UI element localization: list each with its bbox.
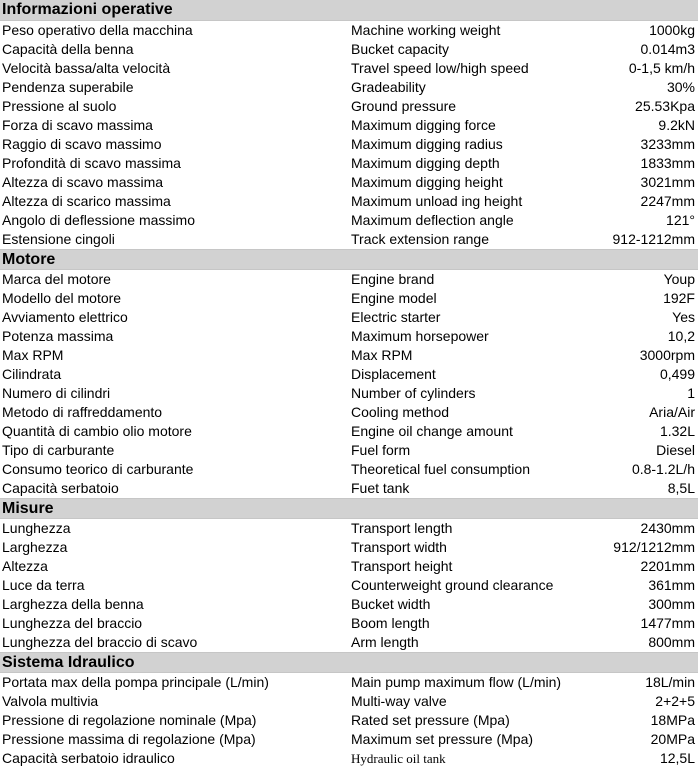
value-cell: 25.53Kpa (635, 98, 695, 114)
spec-row (0, 460, 698, 479)
spec-row (0, 270, 698, 289)
value-cell: 192F (663, 290, 695, 306)
italian-label-cell: Potenza massima (2, 328, 114, 344)
value-cell: 1833mm (640, 155, 695, 171)
value-cell: 0.8-1.2L/h (631, 461, 695, 477)
english-label-cell: Maximum horsepower (351, 328, 489, 344)
value-cell: 2247mm (640, 193, 695, 209)
english-label-cell: Track extension range (351, 231, 489, 247)
english-label-cell: Arm length (351, 634, 419, 650)
spec-row (0, 557, 698, 576)
spec-row (0, 576, 698, 595)
italian-label-cell: Capacità serbatoio idraulico (2, 750, 175, 766)
value-cell: 3021mm (640, 174, 695, 190)
value-cell: 2+2+5 (655, 693, 695, 709)
italian-label-cell: Lunghezza del braccio (2, 615, 143, 631)
value-cell: 10,2 (667, 328, 695, 344)
value-cell: Yes (672, 309, 695, 325)
value-cell: Youp (663, 271, 695, 287)
section-header: Misure (0, 498, 698, 519)
spec-row (0, 116, 698, 135)
italian-label-cell: Pressione di regolazione nominale (Mpa) (2, 712, 257, 728)
english-label-cell: Bucket capacity (351, 41, 450, 57)
italian-label-cell: Larghezza della benna (2, 596, 144, 612)
english-label-cell: Main pump maximum flow (L/min) (351, 674, 562, 690)
italian-label-cell: Tipo di carburante (2, 442, 115, 458)
spec-row (0, 403, 698, 422)
spec-row (0, 211, 698, 230)
english-label-cell: Machine working weight (351, 22, 501, 38)
italian-label-cell: Quantità di cambio olio motore (2, 423, 192, 439)
value-cell: 1.32L (659, 423, 695, 439)
spec-row (0, 78, 698, 97)
value-cell: 8,5L (667, 480, 695, 496)
value-cell: 18MPa (650, 712, 695, 728)
value-cell: 912/1212mm (613, 539, 695, 555)
italian-label-cell: Max RPM (2, 347, 64, 363)
value-cell: Aria/Air (649, 404, 695, 420)
value-cell: 300mm (648, 596, 695, 612)
english-label-cell: Maximum unload ing height (351, 193, 523, 209)
section-header: Motore (0, 249, 698, 270)
value-cell: 1 (687, 385, 695, 401)
english-label-cell: Max RPM (351, 347, 413, 363)
italian-label-cell: Lunghezza del braccio di scavo (2, 634, 198, 650)
spec-row (0, 40, 698, 59)
italian-label-cell: Forza di scavo massima (2, 117, 153, 133)
spec-row (0, 538, 698, 557)
english-label-cell: Transport height (351, 558, 453, 574)
italian-label-cell: Metodo di raffreddamento (2, 404, 163, 420)
english-label-cell: Transport width (351, 539, 447, 555)
english-label-cell: Multi-way valve (351, 693, 447, 709)
english-label-cell: Maximum digging depth (351, 155, 500, 171)
spec-row (0, 21, 698, 40)
italian-label-cell: Altezza di scarico massima (2, 193, 171, 209)
spec-row (0, 384, 698, 403)
italian-label-cell: Pendenza superabile (2, 79, 134, 95)
english-label-cell: Gradeability (351, 79, 426, 95)
spec-row (0, 97, 698, 116)
spec-row (0, 673, 698, 692)
spec-row (0, 633, 698, 652)
italian-label-cell: Lunghezza (2, 520, 71, 536)
english-label-cell: Displacement (351, 366, 436, 382)
english-label-cell: Maximum digging radius (351, 136, 503, 152)
english-label-cell: Theoretical fuel consumption (351, 461, 530, 477)
spec-row (0, 135, 698, 154)
italian-label-cell: Capacità della benna (2, 41, 134, 57)
italian-label-cell: Valvola multivia (2, 693, 99, 709)
spec-row (0, 614, 698, 633)
spec-row (0, 519, 698, 538)
italian-label-cell: Luce da terra (2, 577, 85, 593)
value-cell: 3233mm (640, 136, 695, 152)
english-label-cell: Bucket width (351, 596, 431, 612)
english-label-cell: Travel speed low/high speed (351, 60, 529, 76)
italian-label-cell: Marca del motore (2, 271, 111, 287)
italian-label-cell: Altezza (2, 558, 48, 574)
value-cell: Diesel (656, 442, 695, 458)
english-label-cell: Hydraulic oil tank (351, 751, 446, 766)
english-label-cell: Transport length (351, 520, 453, 536)
italian-label-cell: Altezza di scavo massima (2, 174, 164, 190)
italian-label-cell: Modello del motore (2, 290, 122, 306)
spec-row (0, 692, 698, 711)
italian-label-cell: Pressione massima di regolazione (Mpa) (2, 731, 256, 747)
italian-label-cell: Peso operativo della macchina (2, 22, 193, 38)
value-cell: 912-1212mm (612, 231, 695, 247)
spec-row (0, 422, 698, 441)
english-label-cell: Maximum digging force (351, 117, 496, 133)
spec-row (0, 749, 698, 768)
english-label-cell: Engine brand (351, 271, 435, 287)
english-label-cell: Boom length (351, 615, 430, 631)
value-cell: 2430mm (640, 520, 695, 536)
english-label-cell: Number of cylinders (351, 385, 476, 401)
italian-label-cell: Angolo di deflessione massimo (2, 212, 195, 228)
english-label-cell: Fuel form (351, 442, 411, 458)
italian-label-cell: Pressione al suolo (2, 98, 117, 114)
italian-label-cell: Raggio di scavo massimo (2, 136, 162, 152)
section-header: Sistema Idraulico (0, 652, 698, 673)
english-label-cell: Counterweight ground clearance (351, 577, 554, 593)
italian-label-cell: Portata max della pompa principale (L/min) (2, 674, 269, 690)
spec-row (0, 173, 698, 192)
value-cell: 20MPa (650, 731, 695, 747)
english-label-cell: Fuet tank (351, 480, 410, 496)
value-cell: 18L/min (645, 674, 695, 690)
italian-label-cell: Consumo teorico di carburante (2, 461, 194, 477)
value-cell: 1477mm (640, 615, 695, 631)
value-cell: 30% (666, 79, 695, 95)
value-cell: 0,499 (659, 366, 695, 382)
english-label-cell: Cooling method (351, 404, 450, 420)
value-cell: 1000kg (649, 22, 695, 38)
value-cell: 9.2kN (658, 117, 695, 133)
english-label-cell: Maximum set pressure (Mpa) (351, 731, 534, 747)
value-cell: 12,5L (659, 750, 695, 766)
spec-row (0, 59, 698, 78)
italian-label-cell: Profondità di scavo massima (2, 155, 181, 171)
italian-label-cell: Velocità bassa/alta velocità (2, 60, 171, 76)
italian-label-cell: Capacità serbatoio (2, 480, 119, 496)
english-label-cell: Maximum deflection angle (351, 212, 514, 228)
italian-label-cell: Cilindrata (2, 366, 62, 382)
english-label-cell: Rated set pressure (Mpa) (351, 712, 510, 728)
english-label-cell: Engine oil change amount (351, 423, 513, 439)
value-cell: 2201mm (640, 558, 695, 574)
section-header: Informazioni operative (0, 0, 698, 21)
spec-row (0, 711, 698, 730)
value-cell: 0-1,5 km/h (628, 60, 695, 76)
english-label-cell: Engine model (351, 290, 437, 306)
spec-row (0, 308, 698, 327)
value-cell: 3000rpm (639, 347, 695, 363)
value-cell: 0.014m3 (640, 41, 695, 57)
spec-row (0, 595, 698, 614)
italian-label-cell: Numero di cilindri (2, 385, 111, 401)
spec-row (0, 192, 698, 211)
spec-row (0, 441, 698, 460)
spec-row (0, 479, 698, 498)
italian-label-cell: Larghezza (2, 539, 68, 555)
spec-row (0, 346, 698, 365)
spec-row (0, 365, 698, 384)
english-label-cell: Maximum digging height (351, 174, 503, 190)
value-cell: 800mm (648, 634, 695, 650)
spec-row (0, 154, 698, 173)
italian-label-cell: Avviamento elettrico (2, 309, 128, 325)
spec-row (0, 230, 698, 249)
value-cell: 361mm (648, 577, 695, 593)
italian-label-cell: Estensione cingoli (2, 231, 115, 247)
english-label-cell: Electric starter (351, 309, 441, 325)
spec-row (0, 327, 698, 346)
value-cell: 121° (666, 212, 695, 228)
english-label-cell: Ground pressure (351, 98, 457, 114)
spec-row (0, 289, 698, 308)
spec-row (0, 730, 698, 749)
